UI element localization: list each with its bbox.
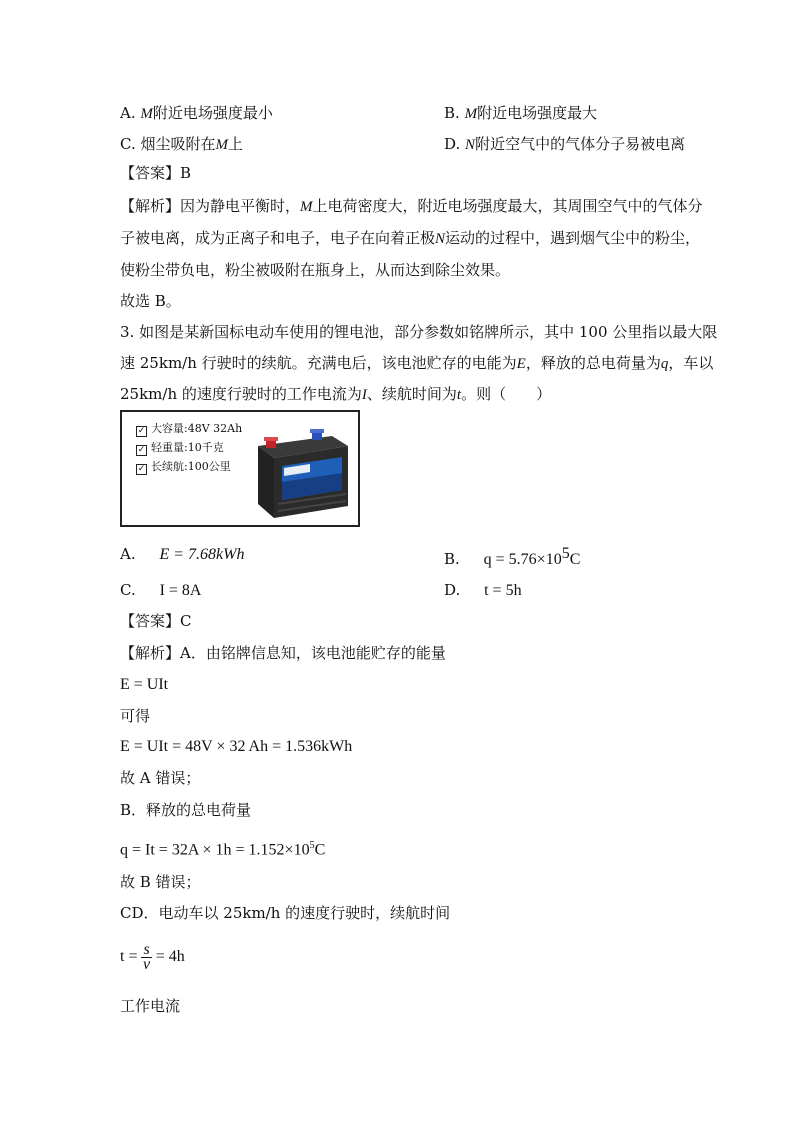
option-d: D. t = 5h (444, 581, 522, 599)
choose-line: 故选 B。 (120, 292, 181, 310)
battery-figure (120, 410, 360, 527)
question-stem: 25km/h 的速度行驶时的工作电流为I、续航时间为t。则（ ） (120, 385, 552, 403)
explanation-line: 故 A 错误； (120, 769, 201, 787)
option-a: A. M附近电场强度最小 (120, 104, 273, 122)
explanation-line: B．释放的总电荷量 (120, 801, 252, 819)
equation: t = $\frac{s}{v}$ = 4h (120, 940, 185, 973)
explanation-line: CD．电动车以 25km/h 的速度行驶时，续航时间 (120, 904, 451, 922)
battery-icon (250, 422, 352, 522)
option-b: B. M附近电场强度最大 (444, 104, 598, 122)
equation: E = UIt (120, 676, 169, 693)
explanation-line: 工作电流 (120, 997, 181, 1015)
spec-line: ✓ 长续航:100公里 (137, 460, 231, 474)
explanation-line: 可得 (120, 707, 151, 725)
equation: $q = It = 32A \times 1h = 1.152\times 10^5C$ (120, 840, 326, 859)
explanation-line: 【解析】因为静电平衡时，M上电荷密度大，附近电场强度最大，其周围空气中的气体分 (120, 197, 703, 215)
checkbox-icon: ✓ (137, 426, 146, 436)
spec-line: ✓ 轻重量:10千克 (137, 441, 224, 455)
explanation-line: 子被电离，成为正离子和电子，电子在向着正极N运动的过程中，遇到烟气尘中的粉尘， (120, 229, 701, 247)
option-b: B. $q = 5.76\times 10^5C$ (444, 545, 581, 568)
option-a: A. E = 7.68kWh (120, 545, 245, 563)
answer-q2: 【答案】B (120, 164, 192, 182)
explanation-line: 故 B 错误； (120, 873, 201, 891)
question-stem: 速 25km/h 行驶时的续航。充满电后，该电池贮存的电能为E，释放的总电荷量为q，车以 (120, 354, 714, 372)
explanation-line: 使粉尘带负电，粉尘被吸附在瓶身上，从而达到除尘效果。 (120, 261, 511, 279)
option-d: D. N附近空气中的气体分子易被电离 (444, 135, 686, 153)
explanation-line: 【解析】A．由铭牌信息知，该电池能贮存的能量 (120, 644, 446, 662)
answer-q3: 【答案】C (120, 612, 192, 630)
checkbox-icon: ✓ (137, 464, 146, 474)
question-stem: 3. 如图是某新国标电动车使用的锂电池，部分参数如铭牌所示，其中 100 公里指以最大限 (120, 323, 718, 341)
option-c: C. 烟尘吸附在M上 (120, 135, 243, 153)
equation: E = UIt = 48V × 32 Ah = 1.536kWh (120, 738, 353, 755)
option-c: C. I = 8A (120, 581, 202, 599)
spec-line: ✓ 大容量:48V 32Ah (137, 422, 243, 436)
checkbox-icon: ✓ (137, 445, 146, 455)
